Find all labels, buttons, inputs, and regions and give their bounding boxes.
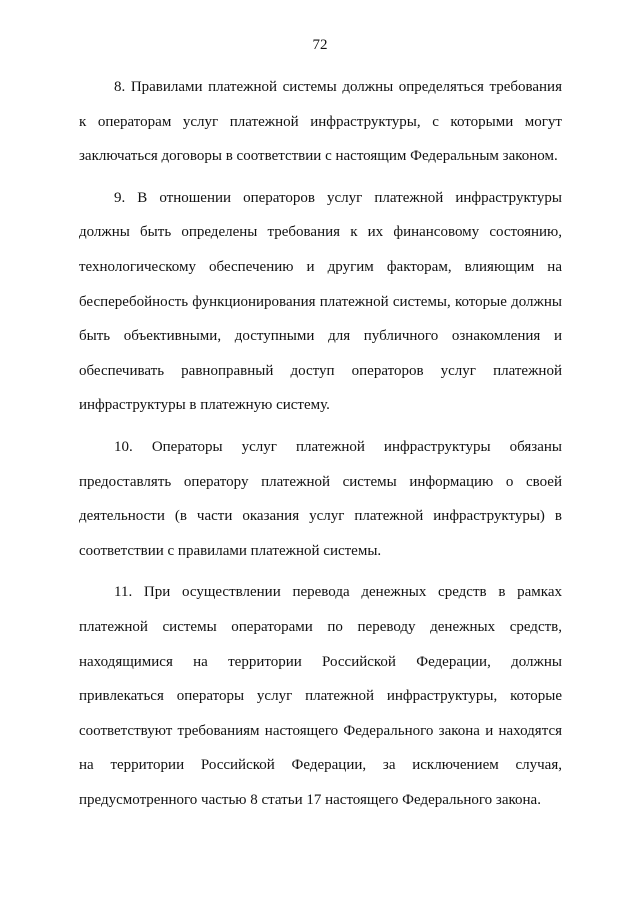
text-line: к операторам услуг платежной инфраструктуры, с которыми могут [79,113,562,130]
paragraph-8 [79,70,562,174]
text-line: обеспечивать равноправный доступ операторов услуг платежной [79,362,562,379]
text-line: деятельности (в части оказания услуг платежной инфраструктуры) в [79,508,562,525]
text-line: бесперебойность функционирования платежной системы, которые должны [79,293,562,310]
text-line: быть объективными, доступными для публичного ознакомления и [79,328,562,345]
text-line: соответствии с правилами платежной системы. [79,542,382,559]
text-line: 8. Правилами платежной системы должны определяться требования [114,79,562,95]
text-line: находящимися на территории Российской Федерации, должны [79,653,562,670]
text-line: 10. Операторы услуг платежной инфраструктуры обязаны [114,438,562,455]
text-line: технологическому обеспечению и другим факторам, влияющим на [79,258,562,275]
paragraph-9 [79,181,562,423]
text-line: инфраструктуры в платежную систему. [79,397,330,414]
text-line: привлекаться операторы услуг платежной инфраструктуры, которые [79,688,562,705]
page-number: 72 [312,37,328,53]
text-line: предусмотренного частью 8 статьи 17 настоящего Федерального закона. [79,791,541,808]
text-line: 9. В отношении операторов услуг платежной инфраструктуры [114,189,562,206]
paragraph-10 [79,430,562,568]
text-line: на территории Российской Федерации, за исключением случая, [79,757,562,774]
text-line: соответствуют требованиям настоящего Федерального закона и находятся [79,722,562,739]
text-line: предоставлять оператору платежной системы информацию о своей [79,473,562,490]
text-line: платежной системы операторами по переводу денежных средств, [79,618,562,635]
document-body [79,70,562,824]
paragraph-11 [79,575,562,817]
text-line: должны быть определены требования к их финансовому состоянию, [79,224,562,241]
text-line: 11. При осуществлении перевода денежных средств в рамках [114,584,562,601]
text-line: заключаться договоры в соответствии с настоящим Федеральным законом. [79,148,558,165]
